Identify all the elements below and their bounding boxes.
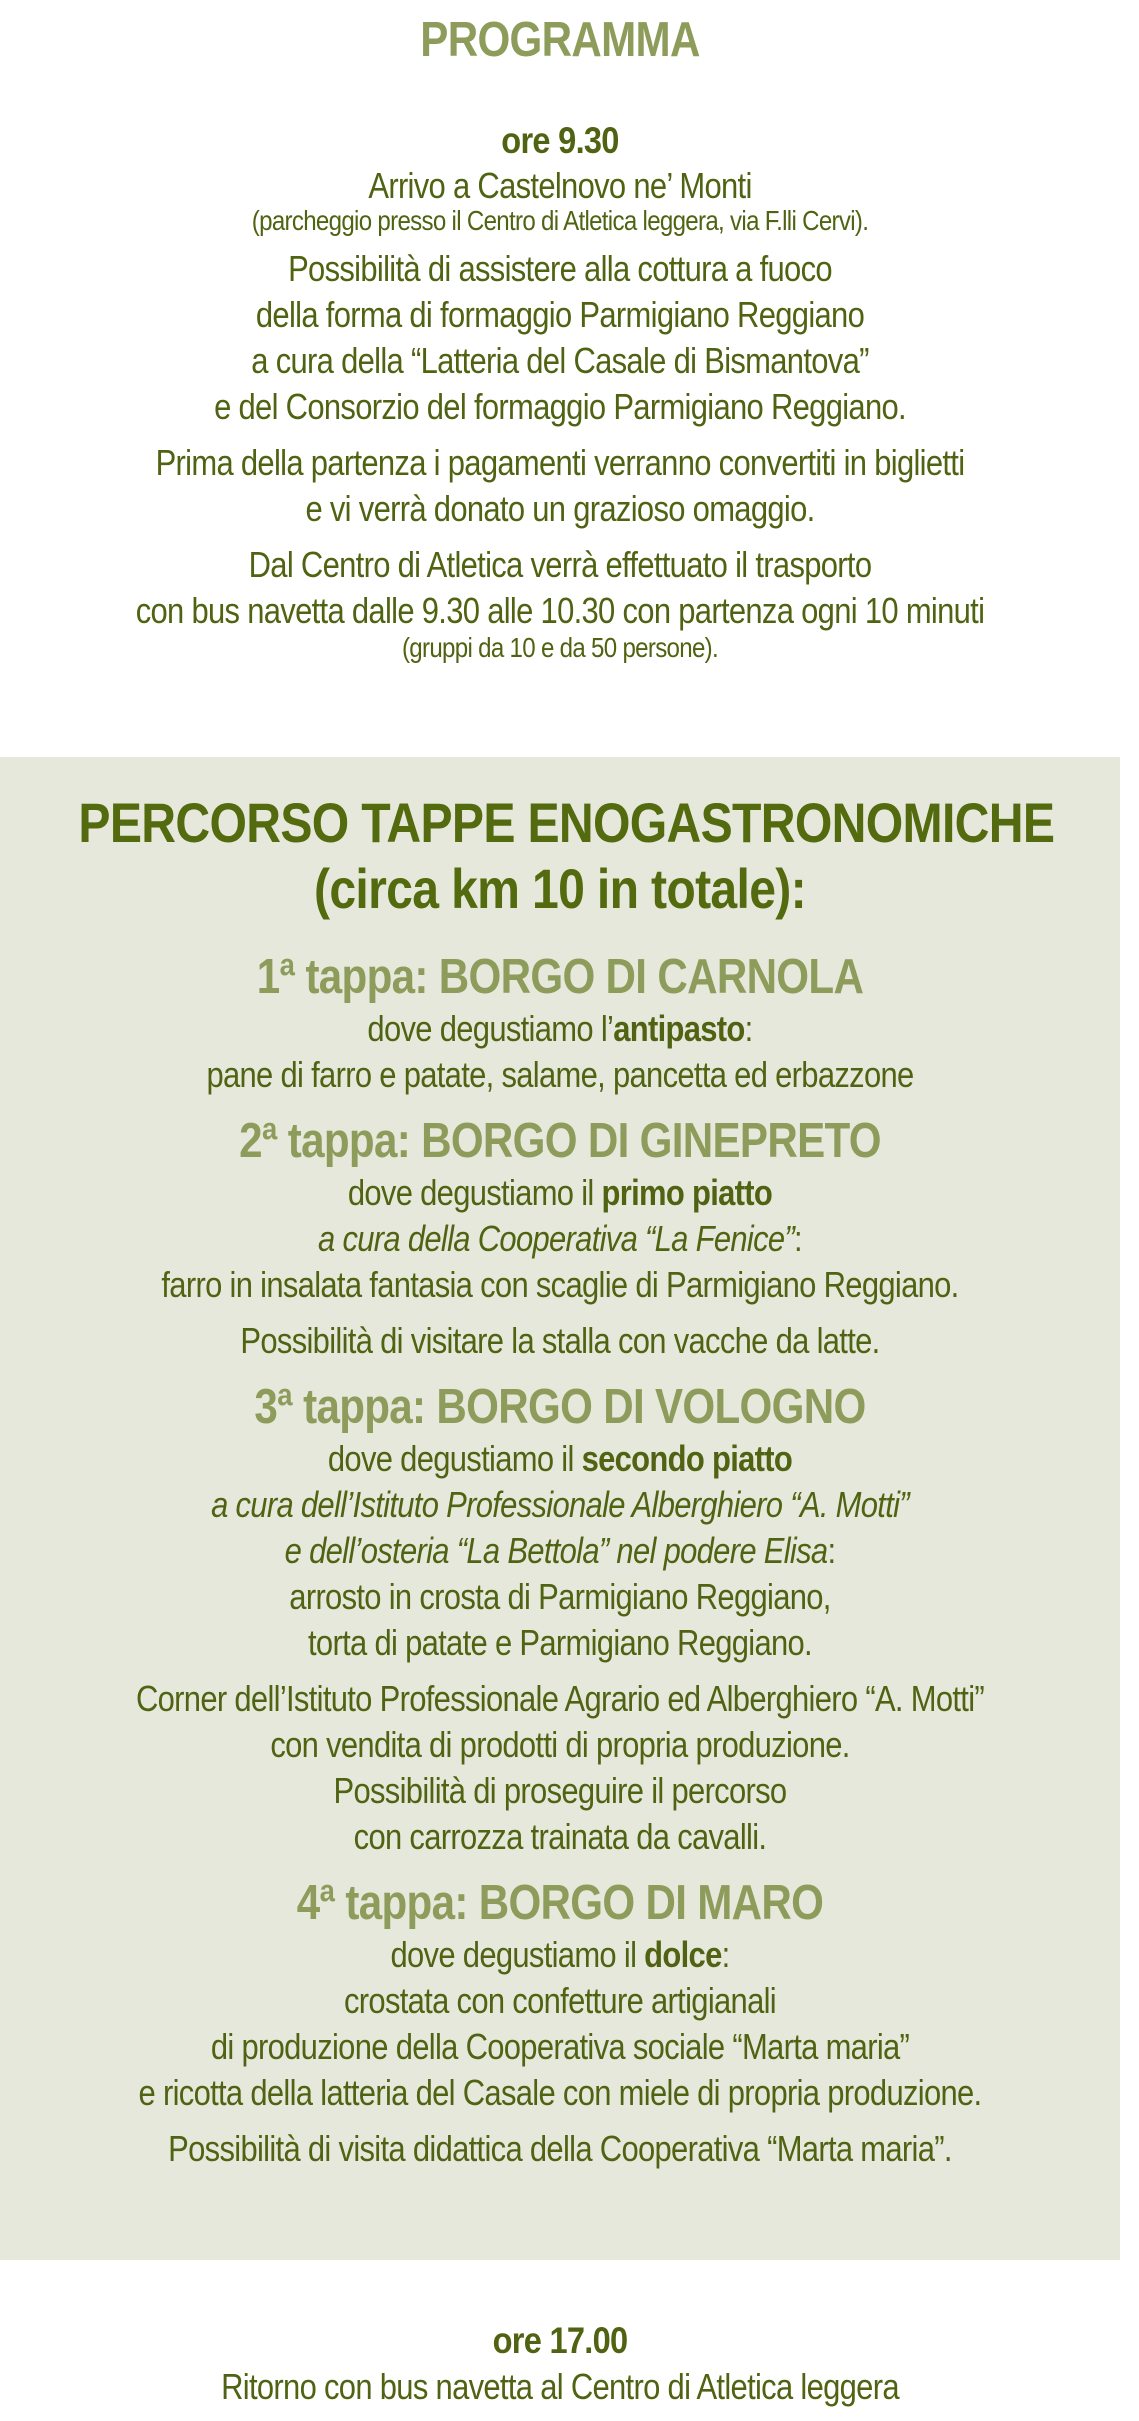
tappa-2-course-name: primo piatto	[601, 1172, 773, 1213]
percorso-subtitle: (circa km 10 in totale):	[313, 857, 807, 920]
tappa-3-intro: dove degustiamo il	[327, 1438, 582, 1479]
tappa-3-menu-line: arrosto in crosta di Parmigiano Reggiano,	[289, 1576, 831, 1617]
arrival-text: Arrivo a Castelnovo ne’ Monti	[368, 165, 752, 206]
tappa-1-title: 1ª tappa: BORGO DI CARNOLA	[256, 950, 864, 1004]
tappa-3-title: 3ª tappa: BORGO DI VOLOGNO	[254, 1380, 866, 1434]
ritorno-section	[0, 2318, 1120, 2410]
tappa-3-colon: :	[827, 1530, 836, 1571]
tappa-1-colon: :	[744, 1008, 753, 1049]
tappa-4-menu-line: e ricotta della latteria del Casale con miele di propria produzione.	[138, 2072, 982, 2113]
tappa-4-intro: dove degustiamo il	[390, 1934, 645, 1975]
tappa-1-menu: pane di farro e patate, salame, pancetta ed erbazzone	[206, 1054, 914, 1095]
tappa-3-menu-line: torta di patate e Parmigiano Reggiano.	[308, 1622, 812, 1663]
cooking-block	[0, 246, 1120, 430]
transport-block	[0, 542, 1120, 662]
tappa-2-curator	[78, 1216, 1041, 1262]
programma-section	[0, 0, 1120, 662]
tappa-4-menu-line: di produzione della Cooperativa sociale “Marta maria”	[210, 2026, 910, 2067]
cooking-line: a cura della “Latteria del Casale di Bismantova”	[251, 340, 869, 381]
transport-line: con bus navetta dalle 9.30 alle 10.30 con partenza ogni 10 minuti	[135, 590, 985, 631]
cooking-line: Possibilità di assistere alla cottura a fuoco	[288, 248, 832, 289]
tappa-1	[0, 948, 1120, 1098]
ritorno-text: Ritorno con bus navetta al Centro di Atletica leggera	[221, 2366, 899, 2407]
tappa-3-note-line: Corner dell’Istituto Professionale Agrario ed Alberghiero “A. Motti”	[135, 1678, 985, 1719]
tappa-3-course	[78, 1436, 1041, 1482]
tappa-3-note-line: con vendita di prodotti di propria produzione.	[270, 1724, 850, 1765]
tappa-4-menu-line: crostata con confetture artigianali	[344, 1980, 776, 2021]
tappa-2-colon: :	[794, 1218, 802, 1259]
tappa-3-curator-2-text: e dell’osteria “La Bettola” nel podere Elisa	[284, 1530, 828, 1571]
tappa-3-note	[0, 1676, 1120, 1860]
tappa-1-course-name: antipasto	[613, 1008, 745, 1049]
tappa-3	[0, 1378, 1120, 1860]
tappa-1-course	[78, 1006, 1041, 1052]
parking-text: (parcheggio presso il Centro di Atletica leggera, via F.lli Cervi).	[251, 205, 869, 236]
tappa-4-note: Possibilità di visita didattica della Cooperativa “Marta maria”.	[168, 2128, 952, 2169]
tappa-4-title: 4ª tappa: BORGO DI MARO	[296, 1876, 824, 1930]
tappa-2-title: 2ª tappa: BORGO DI GINEPRETO	[239, 1114, 881, 1168]
tappa-3-note-line: Possibilità di proseguire il percorso	[333, 1770, 787, 1811]
tappa-3-course-name: secondo piatto	[581, 1438, 793, 1479]
tappa-3-curator-1: a cura dell’Istituto Professionale Alberghiero “A. Motti”	[211, 1484, 909, 1525]
tappa-4-course-name: dolce	[644, 1934, 722, 1975]
ritorno-time: ore 17.00	[492, 2320, 628, 2361]
tappa-3-note-line: con carrozza trainata da cavalli.	[353, 1816, 767, 1857]
tappa-3-curator-2	[78, 1528, 1041, 1574]
programma-title: PROGRAMMA	[420, 13, 700, 67]
tappa-2-menu: farro in insalata fantasia con scaglie di Parmigiano Reggiano.	[161, 1264, 959, 1305]
tappa-2-course	[78, 1170, 1041, 1216]
tappa-4-colon: :	[721, 1934, 730, 1975]
groups-text: (gruppi da 10 e da 50 persone).	[401, 632, 719, 663]
tappa-2	[0, 1112, 1120, 1364]
tappa-1-intro: dove degustiamo l’	[367, 1008, 614, 1049]
programma-time: ore 9.30	[501, 120, 619, 161]
percorso-section	[0, 757, 1120, 2260]
tappa-2-intro: dove degustiamo il	[347, 1172, 602, 1213]
payment-block	[0, 440, 1120, 532]
tappa-2-curator-text: a cura della Cooperativa “La Fenice”	[318, 1218, 795, 1259]
tappa-4	[0, 1874, 1120, 2172]
cooking-line: e del Consorzio del formaggio Parmigiano Reggiano.	[214, 386, 906, 427]
payment-line: Prima della partenza i pagamenti verranno convertiti in biglietti	[155, 442, 965, 483]
payment-line: e vi verrà donato un grazioso omaggio.	[305, 488, 815, 529]
tappa-2-note: Possibilità di visitare la stalla con vacche da latte.	[240, 1320, 880, 1361]
cooking-line: della forma di formaggio Parmigiano Reggiano	[255, 294, 865, 335]
percorso-title: PERCORSO TAPPE ENOGASTRONOMICHE	[78, 791, 1055, 854]
transport-line: Dal Centro di Atletica verrà effettuato il trasporto	[248, 544, 872, 585]
tappa-4-course	[78, 1932, 1041, 1978]
